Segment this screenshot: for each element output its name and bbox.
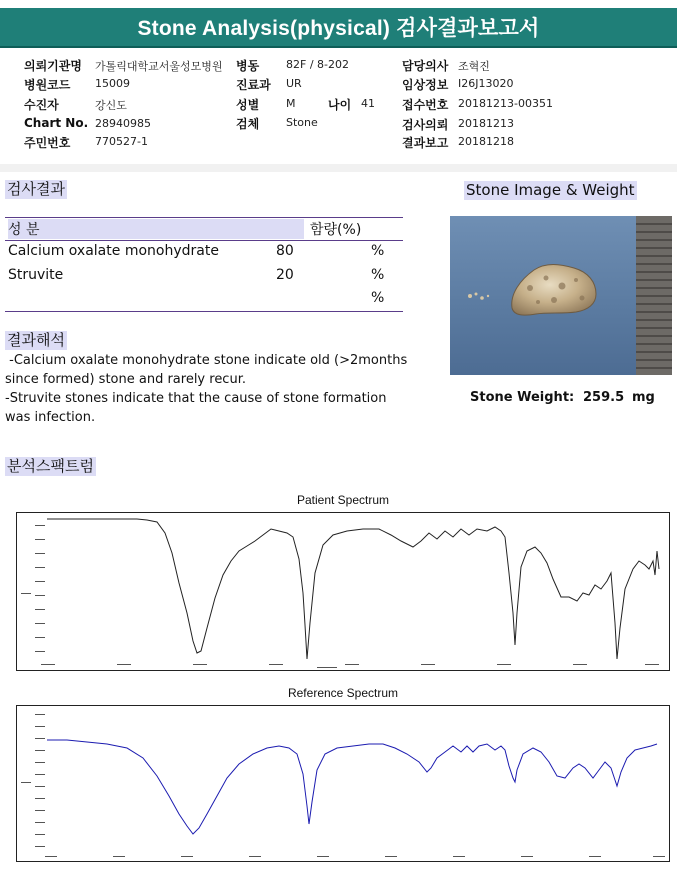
age-value: 41 bbox=[361, 97, 375, 110]
interpretation-title: 결과해석 bbox=[7, 331, 65, 349]
dept-value: UR bbox=[286, 77, 302, 90]
request-value: 20181213 bbox=[458, 117, 514, 130]
interpretation-text bbox=[5, 351, 445, 427]
component-value: 20 bbox=[276, 267, 294, 283]
table-header-rule bbox=[5, 240, 403, 241]
clinical-value: I26J13020 bbox=[458, 77, 514, 90]
reference-spectrum-plot bbox=[16, 705, 670, 862]
component-unit: % bbox=[371, 243, 385, 259]
report-date-label: 결과보고 bbox=[402, 136, 449, 150]
patient-spectrum-title: Patient Spectrum bbox=[296, 493, 390, 507]
stone-photo-image bbox=[450, 216, 672, 375]
request-label: 검사의뢰 bbox=[402, 118, 449, 132]
sex-label: 성별 bbox=[236, 98, 260, 112]
component-name: Calcium oxalate monohydrate bbox=[8, 243, 219, 259]
section-divider bbox=[0, 164, 677, 172]
component-header: 성 분 bbox=[8, 219, 304, 239]
interpretation-line: was infection. bbox=[5, 410, 96, 425]
component-value: 80 bbox=[276, 243, 294, 259]
chart-value: 28940985 bbox=[95, 117, 151, 130]
component-name: Struvite bbox=[8, 267, 64, 283]
patient-spectrum-plot bbox=[16, 512, 670, 671]
content-header: 함량(%) bbox=[310, 222, 362, 238]
id-label: 주민번호 bbox=[24, 136, 71, 150]
reference-spectrum-title: Reference Spectrum bbox=[287, 686, 399, 700]
report-title-bar bbox=[0, 8, 677, 46]
doctor-value: 조혁진 bbox=[458, 60, 490, 73]
component-unit: % bbox=[371, 267, 385, 283]
reference-spectrum-svg bbox=[17, 706, 669, 861]
table-bottom-rule bbox=[5, 311, 403, 312]
spectra-title: 분석스팩트럼 bbox=[7, 457, 94, 475]
collector-value: 강신도 bbox=[95, 99, 127, 112]
clinical-label: 임상정보 bbox=[402, 78, 449, 92]
report-date-value: 20181218 bbox=[458, 135, 514, 148]
specimen-value: Stone bbox=[286, 116, 318, 129]
results-title: 검사결과 bbox=[7, 180, 65, 198]
table-top-rule bbox=[5, 217, 403, 218]
chart-label: Chart No. bbox=[24, 116, 89, 130]
interpretation-line: since formed) stone and rarely recur. bbox=[5, 372, 246, 387]
ward-label: 병동 bbox=[236, 59, 260, 73]
id-value: 770527-1 bbox=[95, 135, 148, 148]
ward-value: 82F / 8-202 bbox=[286, 58, 349, 71]
component-unit: % bbox=[371, 290, 385, 306]
specimen-label: 검체 bbox=[236, 117, 260, 131]
institution-value: 가톨릭대학교서울성모병원 bbox=[95, 60, 223, 73]
patient-spectrum-svg bbox=[17, 513, 669, 670]
weight-value: 259.5 bbox=[583, 390, 625, 405]
institution-label: 의뢰기관명 bbox=[24, 59, 82, 73]
interpretation-line: -Struvite stones indicate that the cause of stone formation bbox=[5, 391, 387, 406]
age-label: 나이 bbox=[328, 98, 352, 112]
dept-label: 진료과 bbox=[236, 78, 271, 92]
weight-unit: mg bbox=[632, 390, 655, 405]
weight-label: Stone Weight: bbox=[470, 390, 575, 405]
stone-image-title: Stone Image & Weight bbox=[466, 181, 635, 199]
hospital-code-value: 15009 bbox=[95, 77, 130, 90]
report-title: Stone Analysis(physical) 검사결과보고서 bbox=[137, 17, 540, 40]
sex-value: M bbox=[286, 97, 296, 110]
interpretation-line: -Calcium oxalate monohydrate stone indicate old (>2months bbox=[5, 353, 408, 368]
doctor-label: 담당의사 bbox=[402, 59, 449, 73]
stone-photo bbox=[450, 216, 672, 375]
collector-label: 수진자 bbox=[24, 98, 59, 112]
title-underline bbox=[0, 46, 677, 48]
receipt-value: 20181213-00351 bbox=[458, 97, 553, 110]
receipt-label: 접수번호 bbox=[402, 98, 449, 112]
hospital-code-label: 병원코드 bbox=[24, 78, 71, 92]
